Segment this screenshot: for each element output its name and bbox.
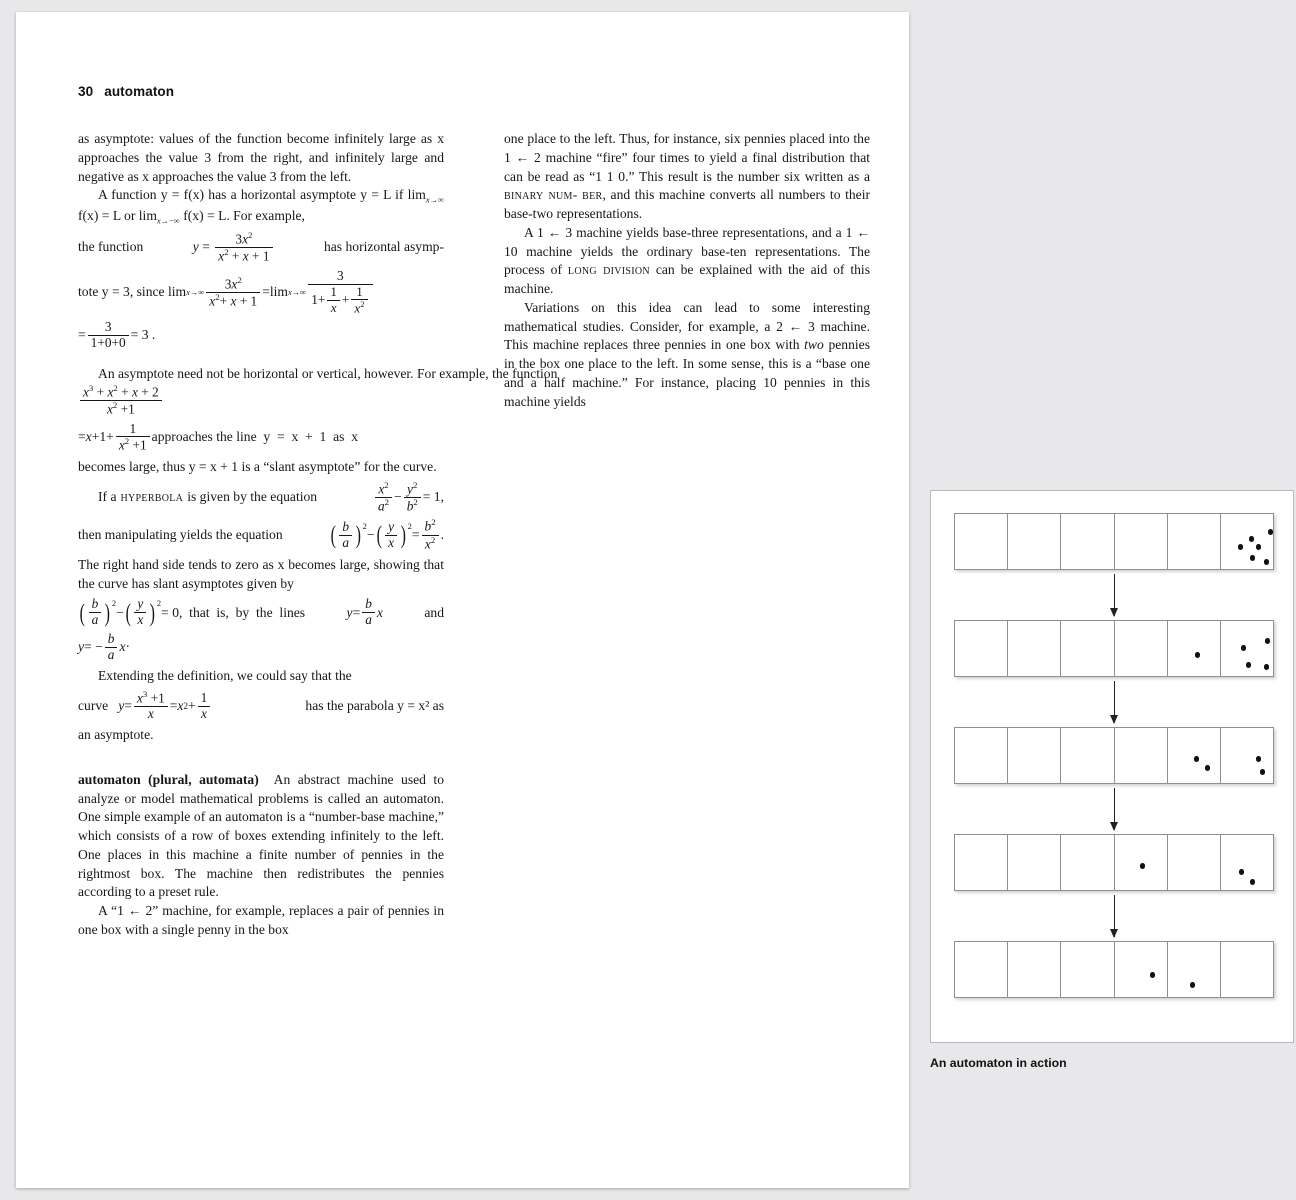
math-line-function-3x2: the function y = $\frac{3x^2}{x^2 + x + 1}$ has horizontal asymp- xyxy=(78,229,445,264)
machine-row xyxy=(954,834,1274,891)
transition-arrow xyxy=(954,677,1274,727)
machine-box xyxy=(1115,728,1168,783)
math-line-parabola-asymptote: curve y = $\frac{x^3 +1}{x}$ = x 2 + $\frac{1}{x}$ has the parabola y = x² as xyxy=(78,688,444,722)
machine-box xyxy=(1115,514,1168,569)
penny-dot xyxy=(1190,982,1196,988)
machine-box xyxy=(1221,514,1273,569)
penny-dot xyxy=(1195,652,1201,658)
math-line-hyperbola-equation: If a hyperbola is given by the equation $\frac{x^2}{a^2}$ − $\frac{y^2}{b^2}$ = 1, xyxy=(98,479,444,514)
arrow-down-icon xyxy=(1114,788,1115,830)
figure-caption: An automaton in action xyxy=(930,1056,1067,1070)
machine-box xyxy=(1061,728,1114,783)
cross-ref-binary-number-cont: ber xyxy=(582,187,603,203)
machine-box xyxy=(1061,942,1114,997)
penny-dot xyxy=(1194,756,1200,762)
math-line-asymptote-lines: ( $\frac{b}{a}$ ) $^2$ − ( $\frac{y}{x}$ ) $^2$ = 0, that is, by the lines y = $\frac{b}{a}$ x and xyxy=(79,596,445,628)
entry-term: automaton (plural, automata) xyxy=(78,771,259,787)
math-line-equals-three: = $\frac{3}{1+0+0}$ = 3 . xyxy=(78,319,156,351)
machine-box xyxy=(1061,621,1114,676)
text-columns xyxy=(78,130,1067,1090)
machine-stack xyxy=(954,513,1274,998)
machine-box xyxy=(1008,514,1061,569)
penny-dot xyxy=(1260,769,1266,775)
machine-box xyxy=(1221,942,1273,997)
penny-dot xyxy=(1239,869,1245,875)
penny-dot xyxy=(1246,662,1252,668)
machine-box xyxy=(955,835,1008,890)
math-line-negative-slope: y = − $\frac{b}{a}$ x · xyxy=(78,631,131,663)
machine-box xyxy=(1061,514,1114,569)
figure-frame xyxy=(930,490,1294,1043)
machine-box xyxy=(1008,835,1061,890)
penny-dot xyxy=(1256,756,1262,762)
entry-body-continued: A “1 ← 2” machine, for example, replaces a pair of pennies in one box with a single penny in the box xyxy=(78,903,444,937)
machine-row xyxy=(954,727,1274,784)
entry-body: An abstract machine used to analyze or model mathematical problems is called an automaton. One simple example of an automaton is a “number-base machine,” which consists of a row of boxes extending infinitely to the left. One places in this machine a finite number of pennies in the rightmost box. The machine then redistributes the pennies according to a preset rule. xyxy=(78,771,444,900)
penny-dot xyxy=(1150,972,1156,978)
machine-box xyxy=(1221,835,1273,890)
transition-arrow xyxy=(954,784,1274,834)
penny-dot xyxy=(1264,559,1270,565)
machine-box xyxy=(1008,728,1061,783)
page-number: 30 xyxy=(78,84,94,99)
paragraph-horizontal-asymptote: A function y = f(x) has a horizontal asymptote y = L if $\lim_{x\to\infty} f(x) = L$ or $\lim_{x\to-\infty} f(x) = L$. For example, xyxy=(78,187,444,226)
penny-dot xyxy=(1241,645,1247,651)
machine-box xyxy=(1061,835,1114,890)
penny-dot xyxy=(1250,555,1256,561)
machine-box xyxy=(955,621,1008,676)
penny-dot xyxy=(1268,529,1274,535)
paragraph-variations: Variations on this idea can lead to some interesting mathematical studies. Consider, for example, a 2 ← 3 machine. This machine replaces three pennies in one box with two pennies in the box one place to the left. In some sense, this is a “base one and a half machine.” For instance, placing 10 pennies in this machine yields xyxy=(504,299,870,409)
machine-box xyxy=(1221,728,1273,783)
machine-box xyxy=(955,514,1008,569)
machine-box xyxy=(1168,621,1221,676)
running-head-term: automaton xyxy=(104,84,175,99)
machine-box xyxy=(955,728,1008,783)
paragraph-binary-number: one place to the left. Thus, for instance, six pennies placed into the 1 ← 2 machine “fire” four times to yield a final distribution that can be read as “1 1 0.” This result is the number six written as a binary num- ber, and this machine converts all numbers to their base-two representations. xyxy=(504,131,871,221)
math-line-slant-function: An asymptote need not be horizontal or vertical, however. For example, the function $\frac{x^3 + x^2 + x + 2}{x^2 +1}$ xyxy=(78,365,444,417)
math-line-limit-computation: tote y = 3, since lim x→∞ $\frac{3x^2}{x^2+ x + 1}$ = lim x→∞ 3 1+ $\frac{1}{x}$ + $\frac{1}{x^2}$ xyxy=(78,269,444,317)
arrow-down-icon xyxy=(1114,681,1115,723)
penny-dot xyxy=(1238,544,1244,550)
penny-dot xyxy=(1249,536,1255,542)
machine-box xyxy=(1168,942,1221,997)
paragraph-extending-definition: Extending the definition, we could say that the xyxy=(98,668,352,684)
machine-box xyxy=(1115,942,1168,997)
machine-box xyxy=(1221,621,1273,676)
machine-box xyxy=(1168,728,1221,783)
line-an-asymptote: an asymptote. xyxy=(78,727,154,743)
machine-box xyxy=(955,942,1008,997)
cross-ref-hyperbola: hyperbola xyxy=(120,489,184,505)
machine-row xyxy=(954,513,1274,570)
running-head xyxy=(78,84,174,99)
automaton-figure xyxy=(930,490,1296,1072)
math-line-approaches-line: = x +1+ $\frac{1}{x^2 +1}$ approaches the line y = x + 1 as x xyxy=(78,420,359,453)
right-column xyxy=(504,130,1067,1070)
machine-box xyxy=(1008,942,1061,997)
machine-box xyxy=(1115,835,1168,890)
machine-box xyxy=(1115,621,1168,676)
paragraph-right-hand-side: The right hand side tends to zero as x becomes large, showing that the curve has slant asymptotes given by xyxy=(78,556,444,591)
penny-dot xyxy=(1250,879,1256,885)
cross-ref-long-division: long division xyxy=(567,262,650,278)
paragraph-base-three: A 1 ← 3 machine yields base-three representations, and a 1 ← 10 machine yields the ordinary base-ten representations. The process of long division can be explained with the aid of this machine. xyxy=(504,224,871,296)
machine-row xyxy=(954,941,1274,998)
arrow-down-icon xyxy=(1114,895,1115,937)
document-page xyxy=(16,12,1067,1188)
transition-arrow xyxy=(954,570,1274,620)
math-line-manipulated-equation: then manipulating yields the equation ( $\frac{b}{a}$ ) $^2$ − ( $\frac{y}{x}$ ) $^2$ = $\frac{b^2}{x^2}$ . xyxy=(78,517,444,552)
penny-dot xyxy=(1265,638,1271,644)
dictionary-entry-automaton xyxy=(78,771,444,902)
machine-box xyxy=(1168,514,1221,569)
penny-dot xyxy=(1256,544,1262,550)
transition-arrow xyxy=(954,891,1274,941)
paragraph-slant-asymptote: becomes large, thus y = x + 1 is a “slant asymptote” for the curve. xyxy=(78,458,437,474)
emphasis-two: two xyxy=(804,337,824,353)
arrow-down-icon xyxy=(1114,574,1115,616)
machine-box xyxy=(1168,835,1221,890)
penny-dot xyxy=(1140,863,1146,869)
machine-box xyxy=(1008,621,1061,676)
penny-dot xyxy=(1205,765,1211,771)
paragraph-asymptote-intro: as asymptote: values of the function become infinitely large as x approaches the value 3 from the right, and infinitely large and negative as x approaches the value 3 from the left. xyxy=(78,131,444,184)
cross-ref-binary-number: binary num- xyxy=(504,187,578,203)
machine-row xyxy=(954,620,1274,677)
penny-dot xyxy=(1264,664,1270,670)
